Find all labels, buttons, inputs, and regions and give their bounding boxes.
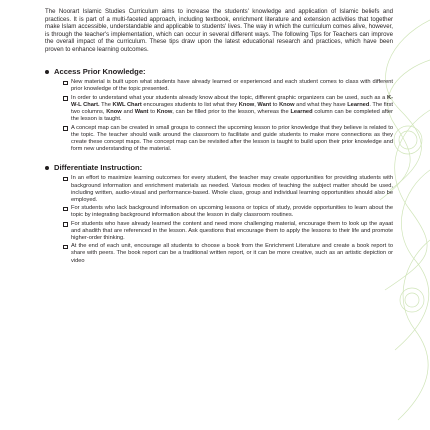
tip-text: At the end of each unit, encourage all students to choose a book from the Enrichment Literature and create a book report to share with peers. The book report can be a traditional written report, or it can be more creative, such as an artistic depiction or video [71,243,393,264]
tip-item [71,243,393,265]
checkbox-icon [63,96,68,101]
section-heading [45,163,393,173]
section-title: Differentiate Instruction: [54,163,143,173]
checkbox-icon [63,177,68,182]
tip-item [71,125,393,154]
intro-paragraph: The Noorart Islamic Studies Curriculum aims to increase the students' knowledge and application of Islamic beliefs and practices. It is part of a multi-faceted approach, including textbook, enrichment literature and extension activities that together make Islam accessible, understandable and applicable to students' lives. The way in which the curriculum comes alive, however, is through the teacher's implementation, which can occur in several different ways. The following Tips for Teachers can improve the overall impact of the curriculum. These tips draw upon the latest educational research and practices, which have been proven to enhance learning outcomes. [45,8,393,53]
section-differentiate-instruction [45,163,393,264]
tip-text: New material is built upon what students have already learned or experienced and each student comes to class with different prior knowledge of the topic presented. [71,79,393,93]
tip-text: In an effort to maximize learning outcomes for every student, the teacher may create opportunities for providing students with background information and enrichment materials as needed. Various modes of teaching the subject matter should be used, including written, audio-visual and performance-based. Whole class, group and individual learning opportunities should also be employed. [71,175,393,203]
bullet-icon [45,166,49,170]
section-access-prior-knowledge [45,67,393,153]
bullet-icon [45,70,49,74]
section-title: Access Prior Knowledge: [54,67,146,77]
checkbox-icon [63,207,68,212]
checkbox-icon [63,81,68,86]
tip-item [71,79,393,93]
tip-text: For students who lack background information on upcoming lessons or topics of study, provide opportunities to learn about the topic by integrating background information about the lesson in daily classroom routines. [71,205,393,219]
tip-list [45,79,393,153]
tip-text-kwl: In order to understand what your students already know about the topic, different graphic organizers can be used, such as a K-W-L Chart. The KWL Chart encourages students to list what they Know, Want to Know and what they have Learned. The first two columns, Know and Want to Know, can be filled prior to the lesson, whereas the Learned column can be completed after the lesson is taught. [71,94,393,123]
document-page [45,8,393,266]
tip-list [45,175,393,264]
tip-item [71,205,393,219]
checkbox-icon [63,126,68,131]
tip-text: A concept map can be created in small groups to connect the upcoming lesson to prior knowledge that they believe is related to the topic. The teacher should walk around the classroom to facilitate and guide students to make more connections as they create these concept maps. The concept map can be revisited after the lesson is taught to build upon their prior knowledge and form new understanding of the material. [71,124,393,153]
section-heading [45,67,393,77]
tip-item [71,95,393,124]
checkbox-icon [63,222,68,227]
tip-text: For students who have already learned the content and need more challenging material, encourage them to look up the ayaat and ahadith that are referenced in the lesson. Ask questions that encourage them to apply the lessons to their life and promote higher-order thinking. [71,220,393,241]
checkbox-icon [63,245,68,250]
tip-item [71,221,393,243]
tip-item [71,175,393,204]
